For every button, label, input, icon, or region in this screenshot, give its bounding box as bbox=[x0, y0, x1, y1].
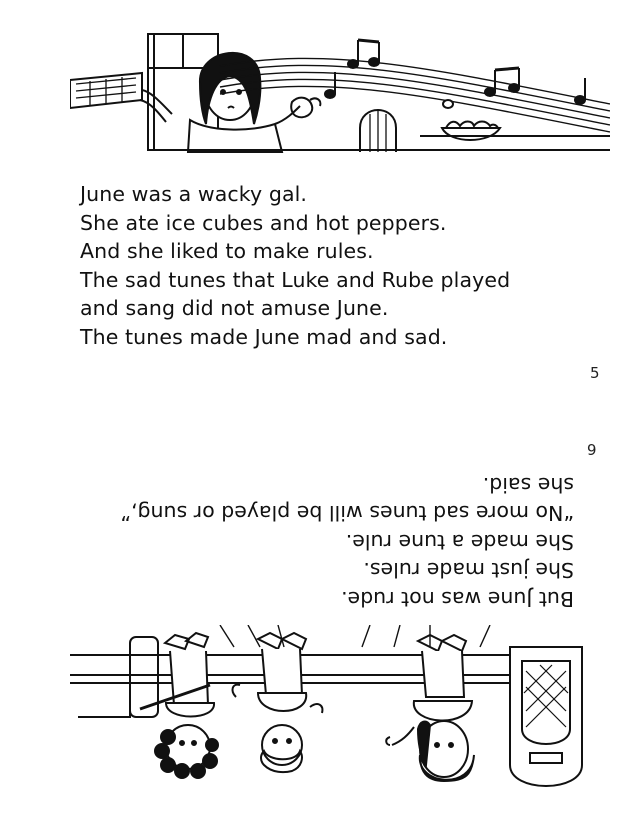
text-line: She just made rules. bbox=[363, 558, 574, 583]
text-line: and sang did not amuse June. bbox=[80, 296, 389, 321]
text-line: She ate ice cubes and hot peppers. bbox=[80, 210, 447, 235]
text-line: And she liked to make rules. bbox=[80, 239, 374, 264]
june-kitchen-illustration bbox=[70, 28, 610, 160]
page-number: 6 bbox=[587, 440, 597, 458]
text-line: But June was not rude. bbox=[341, 587, 574, 611]
page-number: 5 bbox=[590, 364, 600, 382]
kids-jukebox-illustration bbox=[70, 625, 610, 797]
text-line: she said. bbox=[482, 472, 574, 497]
text-line: She made a tune rule. bbox=[345, 529, 574, 554]
text-line: June was a wacky gal. bbox=[80, 182, 308, 206]
text-line: “No more sad tunes will be played or sung,” bbox=[120, 501, 574, 526]
text-line: The tunes made June mad and sad. bbox=[80, 324, 448, 349]
page-5-text bbox=[80, 180, 530, 352]
text-line: The sad tunes that Luke and Rube played bbox=[80, 267, 511, 292]
page-6-text bbox=[106, 463, 574, 613]
